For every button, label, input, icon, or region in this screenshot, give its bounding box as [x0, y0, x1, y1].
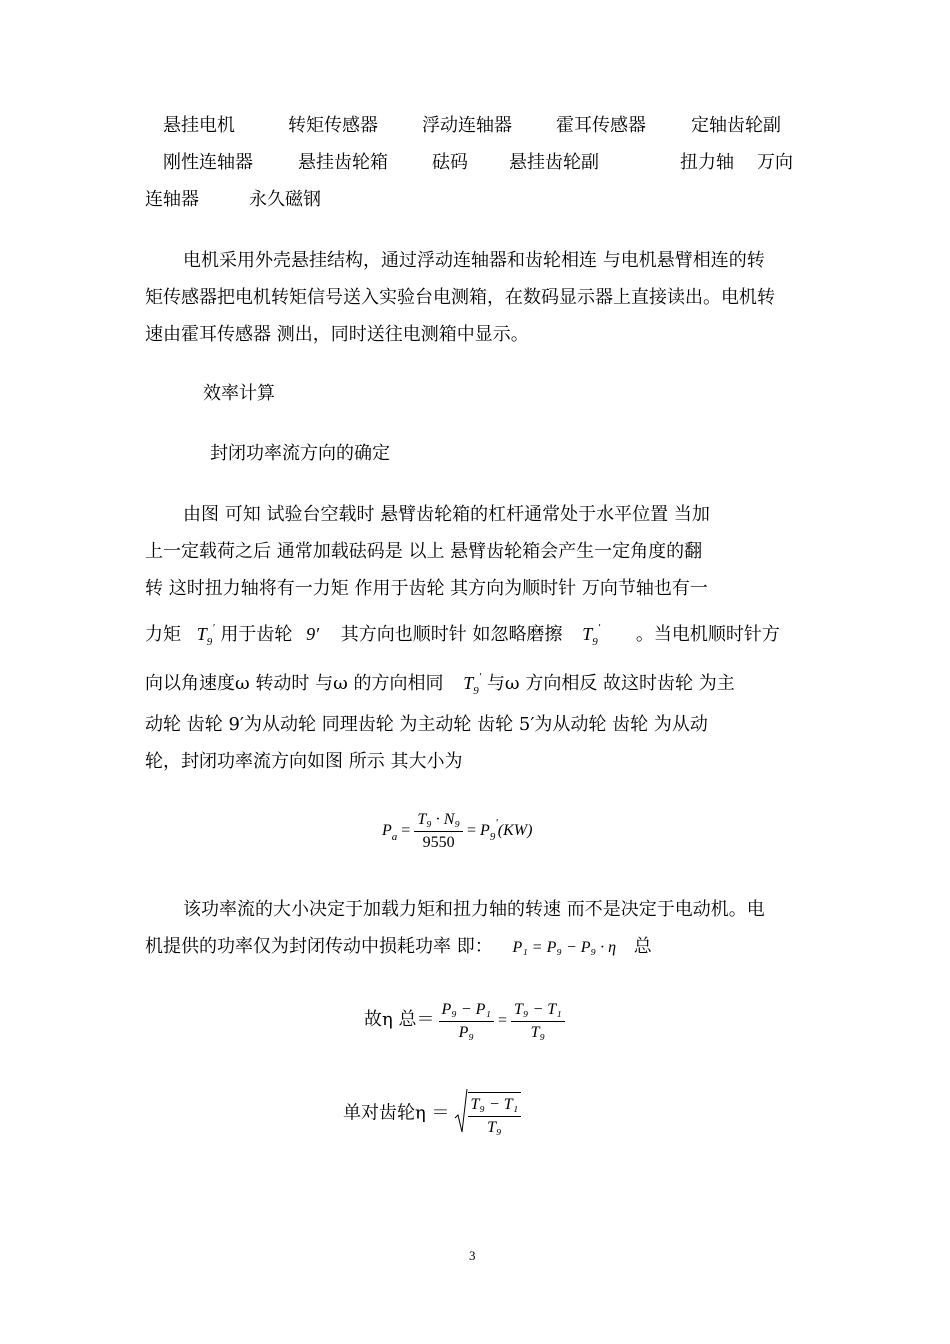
radical-icon — [454, 1088, 468, 1134]
paragraph-line: 轮，封闭功率流方向如图 所示 其大小为 — [145, 751, 463, 772]
legend-item: 霍耳传感器 — [556, 115, 646, 136]
legend-item: 悬挂电机 — [163, 115, 235, 136]
inline-formula: P₁ = P₉ − P₉ · η — [512, 939, 617, 956]
fraction-denominator: 9550 — [422, 834, 455, 851]
legend-item: 浮动连轴器 — [422, 115, 512, 136]
text-segment: 与ω 方向相反 故这时齿轮 为主 — [486, 673, 735, 694]
fraction-numerator: P₉ − P₁ — [439, 1000, 494, 1022]
formula-subscript: 9 — [489, 831, 496, 844]
legend-item: 连轴器 — [145, 189, 199, 210]
fraction-denominator: T₉ — [530, 1024, 546, 1041]
fraction-denominator: T₉ — [487, 1119, 502, 1136]
paragraph-line: 由图 可知 试验台空载时 悬臂齿轮箱的杠杆通常处于水平位置 当加 — [183, 504, 710, 525]
torque-symbol: $T_9'$ — [463, 671, 482, 697]
legend-item: 永久磁钢 — [249, 189, 321, 210]
torque-symbol: $T_9'$ — [196, 622, 215, 648]
section-heading: 效率计算 — [203, 383, 275, 404]
fraction-numerator: T₉ − T₁ — [468, 1095, 522, 1117]
legend-item: 悬挂齿轮副 — [509, 152, 599, 173]
text-segment: 力矩 — [145, 624, 181, 645]
paragraph-line: 该功率流的大小决定于加载力矩和扭力轴的转速 而不是决定于电动机。电 — [183, 899, 765, 920]
text-segment: 用于齿轮 — [220, 624, 293, 645]
legend-item: 扭力轴 — [680, 152, 734, 173]
legend-item: 悬挂齿轮箱 — [298, 152, 388, 173]
paragraph-line — [145, 622, 780, 649]
fraction-numerator: T₉ − T₁ — [511, 1000, 565, 1022]
subsection-heading: 封闭功率流方向的确定 — [210, 443, 390, 464]
text-segment: 。当电机顺时针方 — [635, 624, 780, 645]
fraction — [468, 1092, 522, 1138]
text-segment: 机提供的功率仅为封闭传动中损耗功率 即： — [145, 936, 493, 957]
formula-symbol: P — [480, 822, 490, 840]
fraction — [439, 1000, 494, 1043]
text-segment: 总 — [633, 936, 652, 957]
text-segment: 其方向也顺时针 如忽略磨擦 — [340, 624, 563, 645]
legend-item: 砝码 — [432, 152, 468, 173]
formula-subscript: a — [391, 831, 398, 844]
paragraph-line: 上一定载荷之后 通常加载砝码是 以上 悬臂齿轮箱会产生一定角度的翻 — [145, 541, 703, 562]
fraction-numerator: T₉ · N₉ — [414, 810, 463, 832]
paragraph-line: 转 这时扭力轴将有一力矩 作用于齿轮 其方向为顺时针 万向节轴也有一 — [145, 578, 708, 599]
torque-symbol: $T_9'$ — [582, 622, 601, 648]
formula-prefix: 单对齿轮η ＝ — [343, 1102, 450, 1124]
single-gear-efficiency-formula — [343, 1092, 521, 1138]
legend-item: 转矩传感器 — [288, 115, 378, 136]
formula-unit: (KW) — [497, 822, 533, 840]
paragraph-line: 速由霍耳传感器 测出，同时送往电测箱中显示。 — [145, 324, 529, 345]
text-segment: 向以角速度ω 转动时 与ω 的方向相同 — [145, 673, 444, 694]
paragraph-line — [145, 671, 735, 698]
paragraph-line: 动轮 齿轮 9′为从动轮 同理齿轮 为主动轮 齿轮 5′为从动轮 齿轮 为从动 — [145, 714, 708, 735]
formula-symbol: P — [382, 822, 392, 840]
fraction — [511, 1000, 565, 1043]
legend-item: 万向 — [757, 152, 793, 173]
legend-item: 定轴齿轮副 — [691, 115, 781, 136]
formula-prefix: 故η 总＝ — [364, 1009, 435, 1031]
paragraph-line: 电机采用外壳悬挂结构，通过浮动连轴器和齿轮相连 与电机悬臂相连的转 — [183, 250, 765, 271]
page-number: 3 — [469, 1248, 476, 1263]
fraction — [414, 810, 463, 853]
fraction-denominator: P₉ — [458, 1024, 474, 1041]
power-formula: $P_a$ = $\frac{\text{T₉ · N₉}}{9550}$ = $P_9'(KW)$ — [382, 811, 533, 851]
square-root — [454, 1092, 522, 1138]
gear-symbol: 9′ — [306, 624, 320, 644]
legend-item: 刚性连轴器 — [163, 152, 253, 173]
paragraph-line: 矩传感器把电机转矩信号送入实验台电测箱，在数码显示器上直接读出。电机转 — [145, 287, 775, 308]
paragraph-line — [145, 935, 652, 960]
efficiency-formula: 故η 总＝ $\frac{\text{P₉ − P₁}}{\text{P₉}}$ = $\frac{\text{T₉ − T₁}}{\text{T₉}}$ — [364, 1000, 565, 1043]
